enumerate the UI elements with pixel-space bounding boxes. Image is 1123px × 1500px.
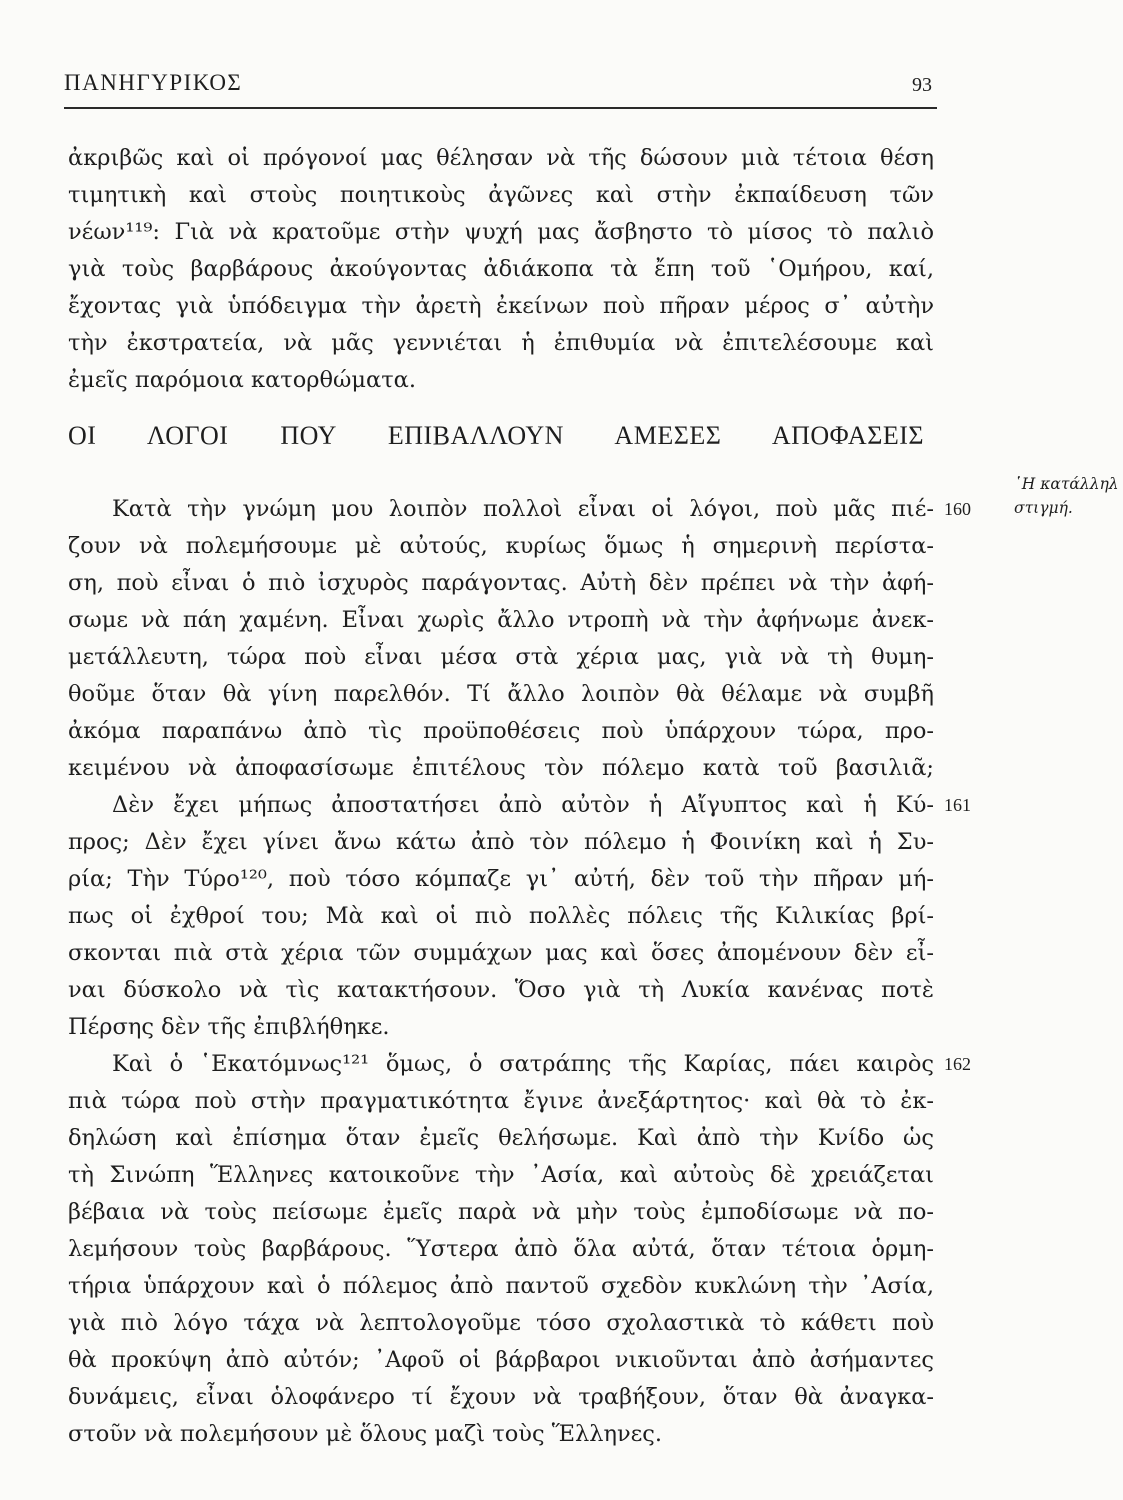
section-number: 162 <box>944 1054 971 1074</box>
text-line: πιὰ τώρα ποὺ στὴν πραγματικότητα ἔγινε ἀνεξάρτητος· καὶ θὰ τὸ ἐκ- <box>68 1088 934 1114</box>
text-line: λεμήσουν τοὺς βαρβάρους. Ὕστερα ἀπὸ ὅλα αὐτά, ὅταν τέτοια ὁρμη- <box>68 1236 934 1262</box>
running-title: ΠΑΝΗΓΥΡΙΚΟΣ <box>64 70 243 95</box>
section-number: 161 <box>944 795 971 815</box>
text-line: δυνάμεις, εἶναι ὁλοφάνερο τί ἔχουν νὰ τραβήξουν, ὅταν θὰ ἀναγκα- <box>68 1384 934 1410</box>
text-line: Δὲν ἔχει μήπως ἀποστατήσει ἀπὸ αὐτὸν ἡ Αἴγυπτος καὶ ἡ Κύ- <box>112 792 934 818</box>
text-line: βέβαια νὰ τοὺς πείσωμε ἐμεῖς παρὰ νὰ μὴν τοὺς ἐμποδίσωμε νὰ πο- <box>68 1199 934 1225</box>
text-line: στοῦν νὰ πολεμήσουν μὲ ὅλους μαζὶ τοὺς Ἕλληνες. <box>68 1421 663 1447</box>
text-line: Πέρσης δὲν τῆς ἐπιβλήθηκε. <box>68 1014 390 1040</box>
text-line: σκονται πιὰ στὰ χέρια τῶν συμμάχων μας καὶ ὅσες ἀπομένουν δὲν εἶ- <box>68 940 934 966</box>
text-line: ση, ποὺ εἶναι ὁ πιὸ ἰσχυρὸς παράγοντας. Αὐτὴ δὲν πρέπει νὰ τὴν ἀφή- <box>68 570 934 596</box>
text-line: Καὶ ὁ ῾Εκατόμνως¹²¹ ὅμως, ὁ σατράπης τῆς Καρίας, πάει καιρὸς <box>112 1051 934 1077</box>
text-line: κειμένου νὰ ἀποφασίσωμε ἐπιτέλους τὸν πόλεμο κατὰ τοῦ βασιλιᾶ; <box>68 755 934 781</box>
text-line: γιὰ πιὸ λόγο τάχα νὰ λεπτολογοῦμε τόσο σχολαστικὰ τὸ κάθετι ποὺ <box>68 1310 934 1336</box>
text-line: ἐμεῖς παρόμοια κατορθώματα. <box>68 367 417 393</box>
text-line: γιὰ τοὺς βαρβάρους ἀκούγοντας ἀδιάκοπα τὰ ἔπη τοῦ ῾Ομήρου, καί, <box>68 256 934 282</box>
section-heading: ΟΙ ΛΟΓΟΙ ΠΟΥ ΕΠΙΒΑΛΛΟΥΝ ΑΜΕΣΕΣ ΑΠΟΦΑΣΕΙΣ <box>68 421 924 450</box>
text-line: ζουν νὰ πολεμήσουμε μὲ αὐτούς, κυρίως ὅμως ἡ σημερινὴ περίστα- <box>68 533 934 559</box>
text-line: Κατὰ τὴν γνώμη μου λοιπὸν πολλοὶ εἶναι οἱ λόγοι, ποὺ μᾶς πιέ- <box>112 496 934 522</box>
page-number: 93 <box>912 74 932 96</box>
text-line: ἀκριβῶς καὶ οἱ πρόγονοί μας θέλησαν νὰ τῆς δώσουν μιὰ τέτοια θέση <box>68 145 934 171</box>
margin-note-line: στιγμή. <box>1014 499 1073 517</box>
text-line: δηλώση καὶ ἐπίσημα ὅταν ἐμεῖς θελήσωμε. Καὶ ἀπὸ τὴν Κνίδο ὡς <box>68 1125 934 1151</box>
text-line: προς; Δὲν ἔχει γίνει ἄνω κάτω ἀπὸ τὸν πόλεμο ἡ Φοινίκη καὶ ἡ Συ- <box>68 829 934 855</box>
text-line: μετάλλευτη, τώρα ποὺ εἶναι μέσα στὰ χέρια μας, γιὰ νὰ τὴ θυμη- <box>68 644 934 670</box>
section-number: 160 <box>944 499 971 519</box>
text-line: ρία; Τὴν Τύρο¹²⁰, ποὺ τόσο κόμπαζε γι᾽ αὐτή, δὲν τοῦ τὴν πῆραν μή- <box>68 866 934 892</box>
text-line: ναι δύσκολο νὰ τὶς κατακτήσουν. Ὅσο γιὰ τὴ Λυκία κανένας ποτὲ <box>68 977 934 1003</box>
text-line: ἀκόμα παραπάνω ἀπὸ τὶς προϋποθέσεις ποὺ ὑπάρχουν τώρα, προ- <box>68 718 934 744</box>
margin-note <box>1014 472 1123 520</box>
text-line: ἔχοντας γιὰ ὑπόδειγμα τὴν ἀρετὴ ἐκείνων ποὺ πῆραν μέρος σ᾽ αὐτὴν <box>68 293 934 319</box>
text-line: τιμητικὴ καὶ στοὺς ποιητικοὺς ἀγῶνες καὶ στὴν ἐκπαίδευση τῶν <box>68 182 934 208</box>
header-rule <box>64 107 937 109</box>
margin-note-line: ῾Η κατάλληλ <box>1014 475 1119 493</box>
text-line: σωμε νὰ πάη χαμένη. Εἶναι χωρὶς ἄλλο ντροπὴ νὰ τὴν ἀφήνωμε ἀνεκ- <box>68 607 934 633</box>
text-line: τήρια ὑπάρχουν καὶ ὁ πόλεμος ἀπὸ παντοῦ σχεδὸν κυκλώνη τὴν ᾿Ασία, <box>68 1273 934 1299</box>
text-line: νέων¹¹⁹: Γιὰ νὰ κρατοῦμε στὴν ψυχή μας ἄσβηστο τὸ μίσος τὸ παλιὸ <box>68 219 934 245</box>
text-line: θὰ προκύψη ἀπὸ αὐτόν; ᾿Αφοῦ οἱ βάρβαροι νικιοῦνται ἀπὸ ἀσήμαντες <box>68 1347 934 1373</box>
text-line: θοῦμε ὅταν θὰ γίνη παρελθόν. Τί ἄλλο λοιπὸν θὰ θέλαμε νὰ συμβῆ <box>68 681 934 707</box>
text-line: τὴ Σινώπη Ἕλληνες κατοικοῦνε τὴν ᾿Ασία, καὶ αὐτοὺς δὲ χρειάζεται <box>68 1162 934 1188</box>
text-line: πως οἱ ἐχθροί του; Μὰ καὶ οἱ πιὸ πολλὲς πόλεις τῆς Κιλικίας βρί- <box>68 903 934 929</box>
text-line: τὴν ἐκστρατεία, νὰ μᾶς γεννιέται ἡ ἐπιθυμία νὰ ἐπιτελέσουμε καὶ <box>68 330 934 356</box>
